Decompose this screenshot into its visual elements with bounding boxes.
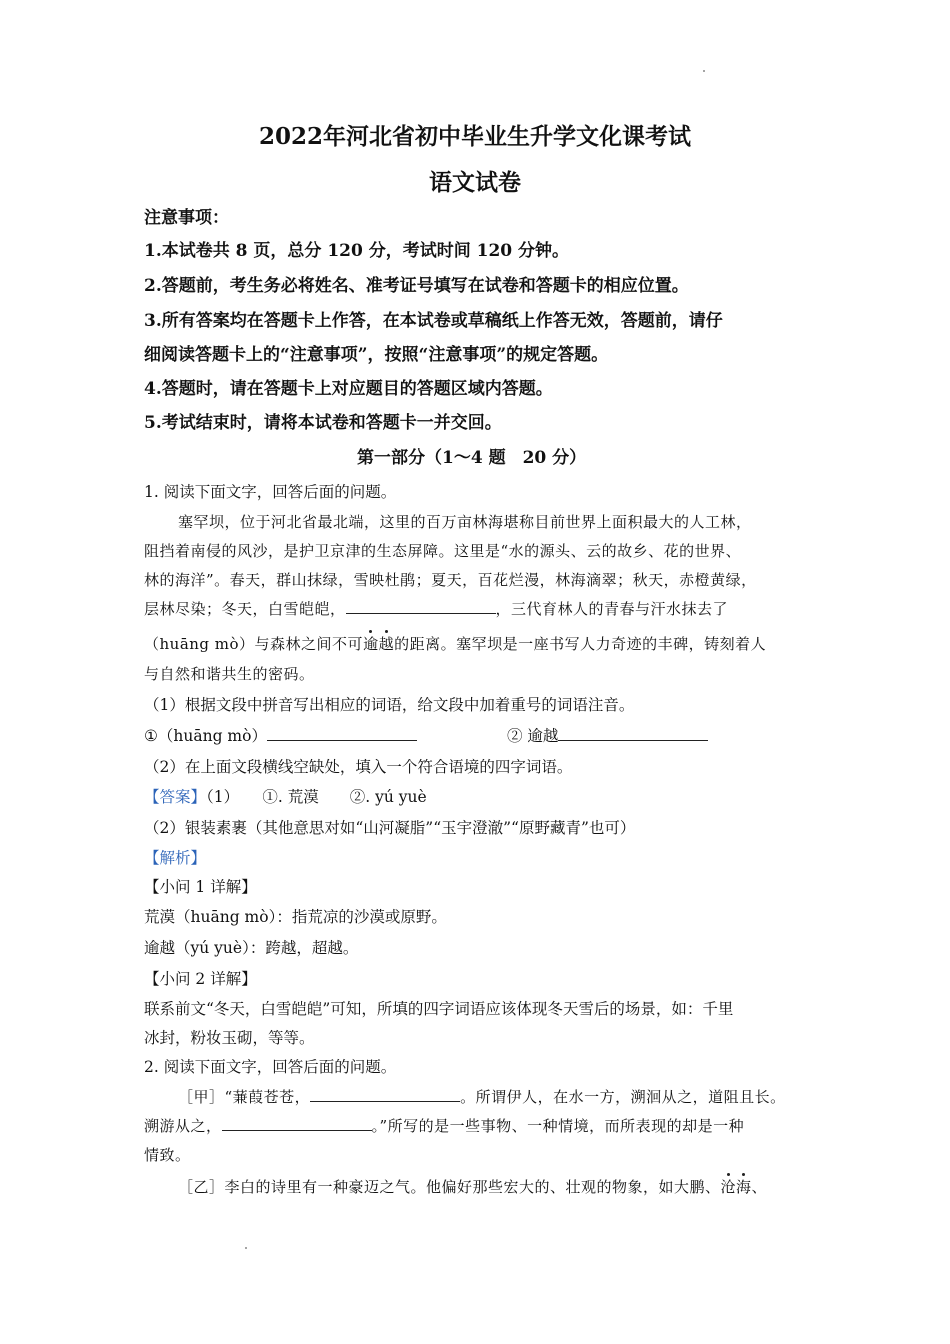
passage-line: 情致。 xyxy=(144,1146,191,1164)
passage-line: 与自然和谐共生的密码。 xyxy=(144,665,315,683)
scan-mark xyxy=(703,70,705,72)
notice-item: 5.考试结束时，请将本试卷和答题卡一并交回。 xyxy=(144,413,502,433)
passage-text: ［乙］李白的诗里有一种豪迈之气。他偏好那些宏大的、壮观的物象，如大鹏、 xyxy=(178,1178,721,1196)
notice-item: 3.所有答案均在答题卡上作答，在本试卷或草稿纸上作答无效，答题前，请仔 xyxy=(144,311,723,331)
notice-heading: 注意事项： xyxy=(144,208,229,228)
notice-item: 细阅读答题卡上的“注意事项”，按照“注意事项”的规定答题。 xyxy=(144,345,609,365)
passage-line xyxy=(144,634,766,654)
passage-text: （huāng mò）与森林之间不可 xyxy=(144,635,364,653)
passage-text: 溯游从之， xyxy=(144,1117,222,1135)
blank-label: ①（huāng mò） xyxy=(144,727,267,745)
blank-label: ② 逾越 xyxy=(507,727,559,745)
question-stem: 2. 阅读下面文字，回答后面的问题。 xyxy=(144,1058,397,1076)
passage-line xyxy=(144,1116,744,1136)
passage-text: 。”所写的是一些事物、一种情境，而所表现的却是一种 xyxy=(371,1117,745,1135)
answer-blank-row xyxy=(507,726,708,746)
passage-line xyxy=(144,599,728,619)
detail-text: 逾越（yú yuè）：跨越，超越。 xyxy=(144,939,359,957)
passage-text: 。所谓伊人，在水一方，溯洄从之，道阻且长。 xyxy=(460,1088,786,1106)
answer-text: （1） ①. 荒漠 ②. yú yuè xyxy=(206,788,427,806)
answer-tag: 【答案】 xyxy=(144,788,207,806)
notice-item: 1.本试卷共 8 页，总分 120 分，考试时间 120 分钟。 xyxy=(144,241,570,261)
exam-title: 2022年河北省初中毕业生升学文化课考试 xyxy=(258,123,691,150)
passage-text: ［甲］“蒹葭苍苍， xyxy=(178,1088,311,1106)
fill-blank xyxy=(310,1087,460,1102)
passage-line: 塞罕坝，位于河北省最北端，这里的百万亩林海堪称目前世界上面积最大的人工林， xyxy=(178,513,752,531)
notice-item: 4.答题时，请在答题卡上对应题目的答题区域内答题。 xyxy=(144,379,553,399)
passage-text: 层林尽染；冬天，白雪皑皑， xyxy=(144,600,346,618)
fill-blank xyxy=(267,726,417,741)
sub-question: （1）根据文段中拼音写出相应的词语，给文段中加着重号的词语注音。 xyxy=(144,696,635,714)
scan-mark xyxy=(245,1247,247,1249)
passage-line: 阻挡着南侵的风沙，是护卫京津的生态屏障。这里是“水的源头、云的故乡、花的世界、 xyxy=(144,542,742,560)
notice-item: 2.答题前，考生务必将姓名、准考证号填写在试卷和答题卡的相应位置。 xyxy=(144,276,689,296)
passage-text: ，三代育林人的青春与汗水抹去了 xyxy=(495,600,729,618)
emphasis-char: 逾 xyxy=(363,635,379,653)
sub-question: （2）在上面文段横线空缺处，填入一个符合语境的四字词语。 xyxy=(144,758,573,776)
answer-line: （2）银装素裹（其他意思对如“山河凝脂”“玉宇澄澈”“原野藏青”也可） xyxy=(144,819,636,837)
emphasis-char: 沧 xyxy=(720,1178,737,1196)
detail-heading: 【小问 2 详解】 xyxy=(144,970,257,988)
detail-text: 荒漠（huāng mò）：指荒凉的沙漠或原野。 xyxy=(144,908,447,926)
passage-text: 的距离。塞罕坝是一座书写人力奇迹的丰碑，铸刻着人 xyxy=(394,635,767,653)
emphasis-char: 越 xyxy=(378,635,395,653)
answer-line xyxy=(144,787,427,807)
passage-line xyxy=(178,1177,767,1197)
question-stem: 1. 阅读下面文字，回答后面的问题。 xyxy=(144,483,397,501)
fill-blank xyxy=(558,726,708,741)
passage-text: 、 xyxy=(751,1178,768,1196)
emphasis-char: 海 xyxy=(736,1178,752,1196)
detail-text: 冰封，粉妆玉砌，等等。 xyxy=(144,1029,315,1047)
passage-line: 林的海洋”。春天，群山抹绿，雪映杜鹃；夏天，百花烂漫，林海滴翠；秋天，赤橙黄绿， xyxy=(144,571,757,589)
section-heading: 第一部分（1～4 题 20 分） xyxy=(357,448,587,468)
fill-blank xyxy=(346,599,496,614)
answer-blank-row xyxy=(144,726,417,746)
detail-text: 联系前文“冬天，白雪皑皑”可知，所填的四字词语应该体现冬天雪后的场景，如：千里 xyxy=(144,1000,734,1018)
exam-subtitle: 语文试卷 xyxy=(429,169,521,196)
fill-blank xyxy=(222,1116,372,1131)
passage-line xyxy=(178,1087,786,1107)
detail-heading: 【小问 1 详解】 xyxy=(144,878,257,896)
analysis-tag: 【解析】 xyxy=(144,849,207,867)
